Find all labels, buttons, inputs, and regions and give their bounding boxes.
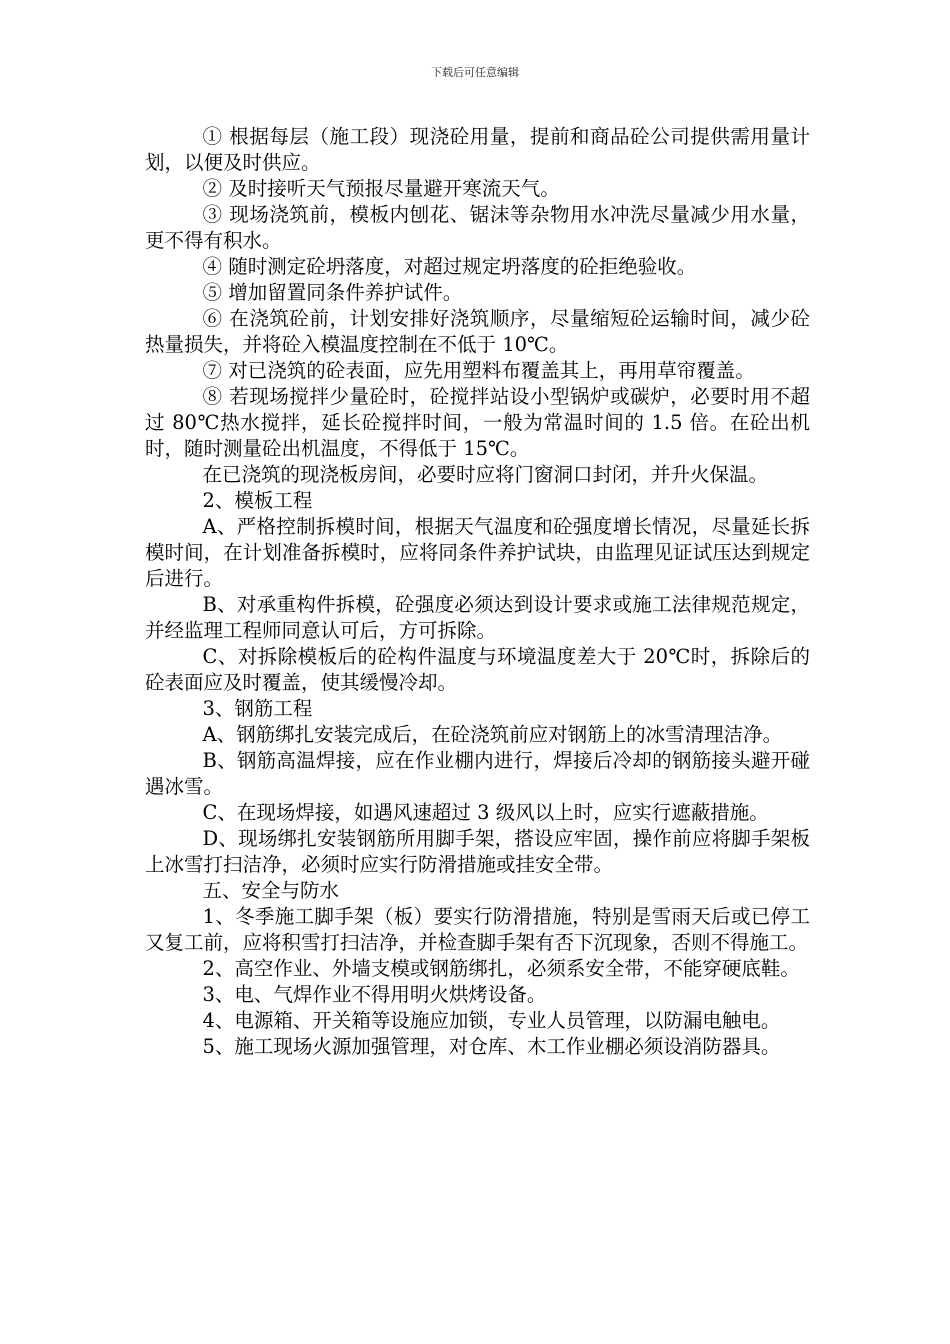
paragraph-6: ⑥ 在浇筑砼前，计划安排好浇筑顺序，尽量缩短砼运输时间，减少砼热量损失，并将砼入模温度控制在不低于 10℃。 [145, 307, 810, 356]
paragraph-22: 3、电、气焊作业不得用明火烘烤设备。 [202, 983, 547, 1006]
section-heading-formwork: 2、模板工程 [202, 489, 313, 512]
paragraph-1: ① 根据每层（施工段）现浇砼用量，提前和商品砼公司提供需用量计划，以便及时供应。 [145, 125, 810, 174]
paragraph-2: ② 及时接听天气预报尽量避开寒流天气。 [202, 177, 560, 200]
section-heading-rebar: 3、钢筋工程 [202, 697, 313, 720]
paragraph-16: B、钢筋高温焊接，应在作业棚内进行，焊接后冷却的钢筋接头避开碰遇冰雪。 [145, 749, 810, 798]
section-heading-safety: 五、安全与防水 [202, 879, 340, 902]
paragraph-7: ⑦ 对已浇筑的砼表面，应先用塑料布覆盖其上，再用草帘覆盖。 [202, 359, 755, 382]
paragraph-11: A、严格控制拆模时间，根据天气温度和砼强度增长情况，尽量延长拆模时间，在计划准备拆模时，应将同条件养护试块，由监理见证试压达到规定后进行。 [145, 515, 810, 590]
paragraph-13: C、对拆除模板后的砼构件温度与环境温度差大于 20℃时，拆除后的砼表面应及时覆盖，使其缓慢冷却。 [145, 645, 810, 694]
paragraph-8: ⑧ 若现场搅拌少量砼时，砼搅拌站设小型锅炉或碳炉，必要时用不超过 80℃热水搅拌，延长砼搅拌时间，一般为常温时间的 1.5 倍。在砼出机时，随时测量砼出机温度，不得低于 15℃。 [145, 385, 810, 460]
paragraph-20: 1、冬季施工脚手架（板）要实行防滑措施，特别是雪雨天后或已停工又复工前，应将积雪打扫洁净，并检查脚手架有否下沉现象，否则不得施工。 [145, 905, 810, 954]
paragraph-18: D、现场绑扎安装钢筋所用脚手架，搭设应牢固，操作前应将脚手架板上冰雪打扫洁净，必须时应实行防滑措施或挂安全带。 [145, 827, 810, 876]
paragraph-17: C、在现场焊接，如遇风速超过 3 级风以上时，应实行遮蔽措施。 [202, 801, 769, 824]
paragraph-12: B、对承重构件拆模，砼强度必须达到设计要求或施工法律规范规定，并经监理工程师同意认可后，方可拆除。 [145, 593, 810, 642]
paragraph-21: 2、高空作业、外墙支模或钢筋绑扎，必须系安全带，不能穿硬底鞋。 [202, 957, 800, 980]
paragraph-24: 5、施工现场火源加强管理，对仓库、木工作业棚必须设消防器具。 [202, 1035, 781, 1058]
paragraph-3: ③ 现场浇筑前，模板内刨花、锯沫等杂物用水冲洗尽量减少用水量，更不得有积水。 [145, 203, 810, 252]
paragraph-5: ⑤ 增加留置同条件养护试件。 [202, 281, 463, 304]
paragraph-23: 4、电源箱、开关箱等设施应加锁，专业人员管理，以防漏电触电。 [202, 1009, 781, 1032]
document-body [145, 124, 810, 1060]
paragraph-9: 在已浇筑的现浇板房间，必要时应将门窗洞口封闭，并升火保温。 [202, 463, 769, 486]
paragraph-15: A、钢筋绑扎安装完成后，在砼浇筑前应对钢筋上的冰雪清理洁净。 [202, 723, 783, 746]
paragraph-4: ④ 随时测定砼坍落度，对超过规定坍落度的砼拒绝验收。 [202, 255, 697, 278]
page-header: 下载后可任意编辑 [431, 66, 519, 79]
